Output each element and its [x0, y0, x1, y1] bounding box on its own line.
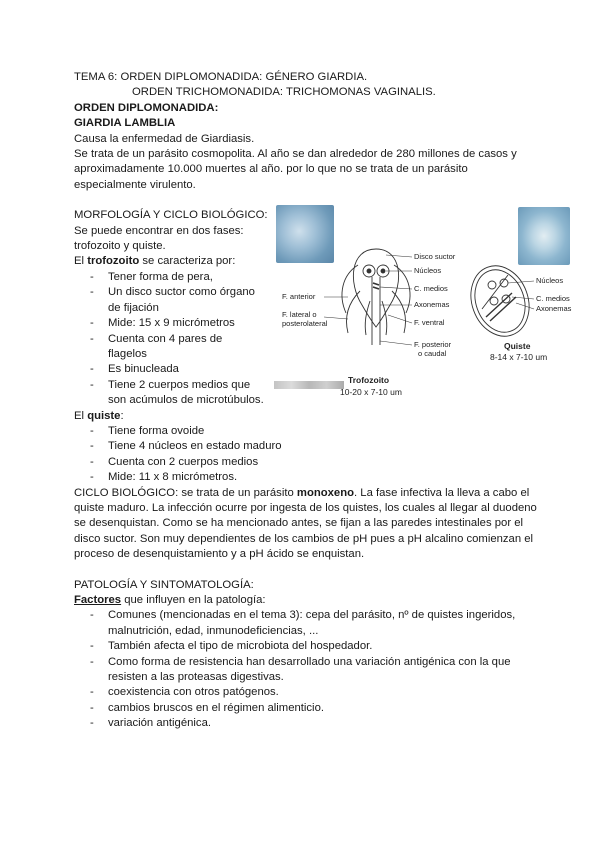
label-cyst-nucleos: Núcleos: [536, 276, 564, 285]
life-cycle-first-line: CICLO BIOLÓGICO: se trata de un parásito monoxeno. La fase infectiva la lleva a cabo el: [74, 486, 530, 499]
list-item: - Como forma de resistencia han desarrollado una variación antigénica con la que resisten a las proteasas digestivas.: [74, 655, 544, 686]
label-nucleos: Núcleos: [414, 266, 442, 275]
disease-text: Causa la enfermedad de Giardiasis.: [74, 132, 255, 145]
label-cyst-c-medios: C. medios: [536, 294, 570, 303]
scale-bar: [274, 381, 344, 389]
cyst-intro: El quiste:: [74, 409, 124, 422]
epidemiology-line-2: aproximadamente 10.000 muertes al año. por lo que no se trata de un parásito: [74, 163, 468, 176]
trophozoite-dimensions: 10-20 x 7-10 um: [340, 387, 402, 397]
label-f-posterior: F. posterior: [414, 340, 452, 349]
giardia-figure: [272, 205, 572, 405]
label-cyst-axonemas: Axonemas: [536, 304, 572, 313]
list-item: - Comunes (mencionadas en el tema 3): cepa del parásito, nº de quistes ingeridos, malnutrición, edad, inmunodeficiencias, ...: [74, 608, 544, 639]
cyst-leaders: [508, 281, 534, 309]
list-item: - variación antigénica.: [74, 716, 544, 731]
factors-list: [74, 608, 544, 731]
label-f-ventral: F. ventral: [414, 318, 445, 327]
trophozoite-caption: Trofozoito: [348, 375, 390, 385]
label-c-medios: C. medios: [414, 284, 448, 293]
list-item: - Tiene 4 núcleos en estado maduro: [74, 439, 544, 454]
cyst-caption: Quiste: [504, 341, 531, 351]
list-item: - Mide: 15 x 9 micrómetros: [74, 316, 264, 331]
pathology-title: PATOLOGÍA Y SINTOMATOLOGÍA:: [74, 578, 254, 591]
topic-title: TEMA 6: ORDEN DIPLOMONADIDA: GÉNERO GIARDIA.: [74, 71, 368, 83]
topic-subtitle: ORDEN TRICHOMONADIDA: TRICHOMONAS VAGINALIS.: [132, 86, 436, 99]
morphology-title: MORFOLOGÍA Y CICLO BIOLÓGICO:: [74, 209, 268, 222]
life-cycle-line: proceso de desenquistamiento y a pH ácido se enquistan.: [74, 548, 365, 561]
phases-intro-2: trofozoito y quiste.: [74, 240, 166, 253]
factors-intro: Factores que influyen en la patología:: [74, 594, 266, 606]
label-posterolateral: posterolateral: [282, 319, 328, 328]
list-item: - Tiene 2 cuerpos medios que son acúmulos de microtúbulos.: [74, 378, 264, 409]
trophozoite-intro: El trofozoito se caracteriza por:: [74, 255, 236, 268]
label-disco-suctor: Disco suctor: [414, 252, 456, 261]
cyst-dimensions: 8-14 x 7-10 um: [490, 352, 548, 362]
list-item: - Tener forma de pera,: [74, 270, 264, 285]
list-item: - Un disco suctor como órgano de fijación: [74, 285, 264, 316]
label-f-anterior: F. anterior: [282, 292, 316, 301]
list-item: - Es binucleada: [74, 362, 264, 377]
epidemiology-line-3: especialmente virulento.: [74, 178, 196, 191]
label-o-caudal: o caudal: [418, 349, 447, 358]
label-axonemas: Axonemas: [414, 300, 450, 309]
label-f-lateral: F. lateral o: [282, 310, 317, 319]
list-item: - Cuenta con 4 pares de flagelos: [74, 332, 264, 363]
trophozoite-list: [74, 270, 264, 409]
life-cycle-line: quiste maduro. La infección ocurre por ingesta de los quistes, los cuales al llegar al duodeno: [74, 501, 537, 514]
trophozoite-drawing: [342, 249, 410, 345]
species-heading: GIARDIA LAMBLIA: [74, 117, 176, 130]
order-heading: ORDEN DIPLOMONADIDA:: [74, 101, 219, 114]
cyst-list: [74, 424, 544, 486]
life-cycle-line: disco suctor. Son muy dependientes de los cambios de pH pues a pH alcalino comienzan el: [74, 532, 534, 545]
list-item: - Mide: 11 x 8 micrómetros.: [74, 470, 544, 485]
list-item: - cambios bruscos en el régimen alimenticio.: [74, 701, 544, 716]
list-item: - Tiene forma ovoide: [74, 424, 544, 439]
list-item: - También afecta el tipo de microbiota del hospedador.: [74, 639, 544, 654]
list-item: - Cuenta con 2 cuerpos medios: [74, 455, 544, 470]
phases-intro-1: Se puede encontrar en dos fases:: [74, 224, 244, 237]
cyst-drawing: [461, 258, 538, 345]
epidemiology-line-1: Se trata de un parásito cosmopolita. Al año se dan alrededor de 280 millones de casos y: [74, 148, 517, 161]
list-item: - coexistencia con otros patógenos.: [74, 685, 544, 700]
life-cycle-line: se desenquistan. Como se ha mencionado antes, se fijan a las paredes intestinales por el: [74, 517, 524, 530]
